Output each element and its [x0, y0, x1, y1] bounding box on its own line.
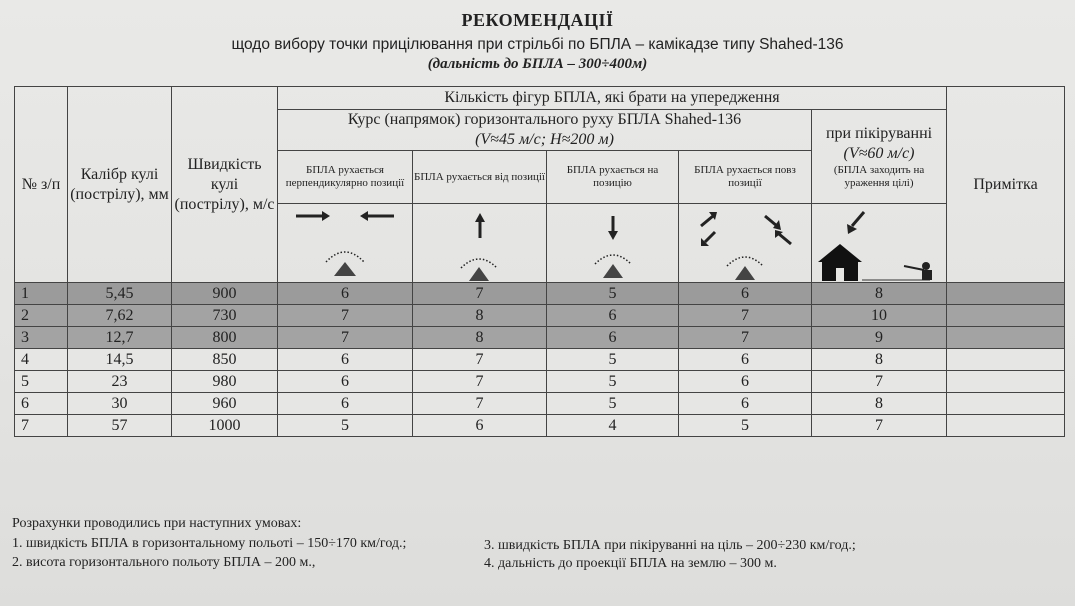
table-cell-past: 7 [679, 327, 812, 349]
table-cell-spd: 1000 [172, 415, 278, 437]
header-dive: при пікіруванні (V≈60 м/с) (БПЛА заходить на ураження цілі) [812, 110, 947, 204]
header-group: Кількість фігур БПЛА, які брати на упередження [278, 87, 947, 110]
table-cell-past: 6 [679, 393, 812, 415]
header-course: Курс (напрямок) горизонтального руху БПЛА Shahed-136 (V≈45 м/с; H≈200 м) [278, 110, 812, 151]
table-cell-from: 7 [413, 371, 547, 393]
house-shooter-icon [812, 204, 945, 282]
header-note: Примітка [947, 87, 1065, 283]
table-cell-to: 5 [547, 371, 679, 393]
table-cell-spd: 900 [172, 283, 278, 305]
table-cell-to: 4 [547, 415, 679, 437]
note-4: 4. дальність до проекції БПЛА на землю – 300 м. [484, 556, 777, 571]
diagonal-arrows-icon [679, 204, 811, 282]
table-cell-from: 7 [413, 283, 547, 305]
table-cell-n: 6 [15, 393, 68, 415]
table-cell-perp: 5 [278, 415, 413, 437]
table-cell-dive: 9 [812, 327, 947, 349]
table-cell-perp: 6 [278, 349, 413, 371]
table-cell-spd: 730 [172, 305, 278, 327]
table-cell-cal: 7,62 [68, 305, 172, 327]
table-cell-dive: 8 [812, 349, 947, 371]
table-row [15, 327, 1065, 349]
table-cell-dive: 10 [812, 305, 947, 327]
table-cell-dive: 8 [812, 283, 947, 305]
table-cell-to: 5 [547, 283, 679, 305]
to-icon-cell [547, 204, 679, 283]
table-cell-note [947, 283, 1065, 305]
table-row [15, 371, 1065, 393]
note-3: 3. швидкість БПЛА при пікіруванні на ціль – 200÷230 км/год.; [484, 538, 856, 553]
header-perp: БПЛА рухається перпендикулярно позиції [278, 151, 413, 204]
table-cell-perp: 6 [278, 283, 413, 305]
table-cell-past: 6 [679, 371, 812, 393]
header-to: БПЛА рухається на позицію [547, 151, 679, 204]
table-cell-cal: 30 [68, 393, 172, 415]
table-cell-to: 6 [547, 305, 679, 327]
table-cell-n: 5 [15, 371, 68, 393]
table-cell-to: 5 [547, 393, 679, 415]
dive-icon-cell [812, 204, 947, 283]
document-title: РЕКОМЕНДАЦІЇ [461, 10, 614, 30]
notes-title: Розрахунки проводились при наступних умовах: [12, 516, 302, 531]
table-cell-note [947, 327, 1065, 349]
table-cell-spd: 980 [172, 371, 278, 393]
table-cell-from: 7 [413, 393, 547, 415]
table-cell-dive: 7 [812, 371, 947, 393]
table-cell-from: 8 [413, 305, 547, 327]
table-cell-cal: 57 [68, 415, 172, 437]
table-cell-perp: 6 [278, 393, 413, 415]
table-cell-n: 7 [15, 415, 68, 437]
table-cell-past: 6 [679, 349, 812, 371]
document-range: (дальність до БПЛА – 300÷400м) [427, 56, 648, 72]
document-subtitle: щодо вибору точки прицілювання при стрільбі по БПЛА – камікадзе типу Shahed-136 [231, 36, 844, 53]
note-1: 1. швидкість БПЛА в горизонтальному польоті – 150÷170 км/год.; [12, 536, 407, 551]
table-cell-cal: 12,7 [68, 327, 172, 349]
header-number: № з/п [15, 87, 68, 283]
table-cell-n: 1 [15, 283, 68, 305]
table-cell-cal: 23 [68, 371, 172, 393]
header-from: БПЛА рухається від позиції [413, 151, 547, 204]
table-cell-cal: 14,5 [68, 349, 172, 371]
table-cell-note [947, 415, 1065, 437]
table-cell-note [947, 393, 1065, 415]
table-cell-to: 6 [547, 327, 679, 349]
header-caliber: Калібр кулі (пострілу), мм [68, 87, 172, 283]
table-cell-dive: 8 [812, 393, 947, 415]
table-cell-n: 3 [15, 327, 68, 349]
table-cell-dive: 7 [812, 415, 947, 437]
arrows-converging-icon [278, 204, 412, 282]
table-row [15, 393, 1065, 415]
table-cell-perp: 7 [278, 305, 413, 327]
table-cell-from: 6 [413, 415, 547, 437]
arrow-up-icon [413, 204, 546, 282]
from-icon-cell [413, 204, 547, 283]
table-cell-spd: 850 [172, 349, 278, 371]
table-row [15, 305, 1065, 327]
table-cell-note [947, 305, 1065, 327]
table-row [15, 349, 1065, 371]
header-past: БПЛА рухається повз позиції [679, 151, 812, 204]
table-cell-spd: 960 [172, 393, 278, 415]
past-icon-cell [679, 204, 812, 283]
table-row [15, 283, 1065, 305]
table-cell-past: 7 [679, 305, 812, 327]
table-cell-n: 4 [15, 349, 68, 371]
table-cell-perp: 7 [278, 327, 413, 349]
table-cell-past: 6 [679, 283, 812, 305]
table-cell-note [947, 371, 1065, 393]
arrow-down-icon [547, 204, 678, 282]
table-cell-note [947, 349, 1065, 371]
table-cell-past: 5 [679, 415, 812, 437]
perp-icon-cell [278, 204, 413, 283]
table-cell-n: 2 [15, 305, 68, 327]
table-cell-spd: 800 [172, 327, 278, 349]
table-cell-cal: 5,45 [68, 283, 172, 305]
table-cell-perp: 6 [278, 371, 413, 393]
table-cell-from: 7 [413, 349, 547, 371]
table-cell-from: 8 [413, 327, 547, 349]
note-2: 2. висота горизонтального польоту БПЛА – 200 м., [12, 555, 316, 570]
recommendations-table [14, 86, 1065, 437]
header-speed: Швидкість кулі (пострілу), м/с [172, 87, 278, 283]
table-row [15, 415, 1065, 437]
table-cell-to: 5 [547, 349, 679, 371]
